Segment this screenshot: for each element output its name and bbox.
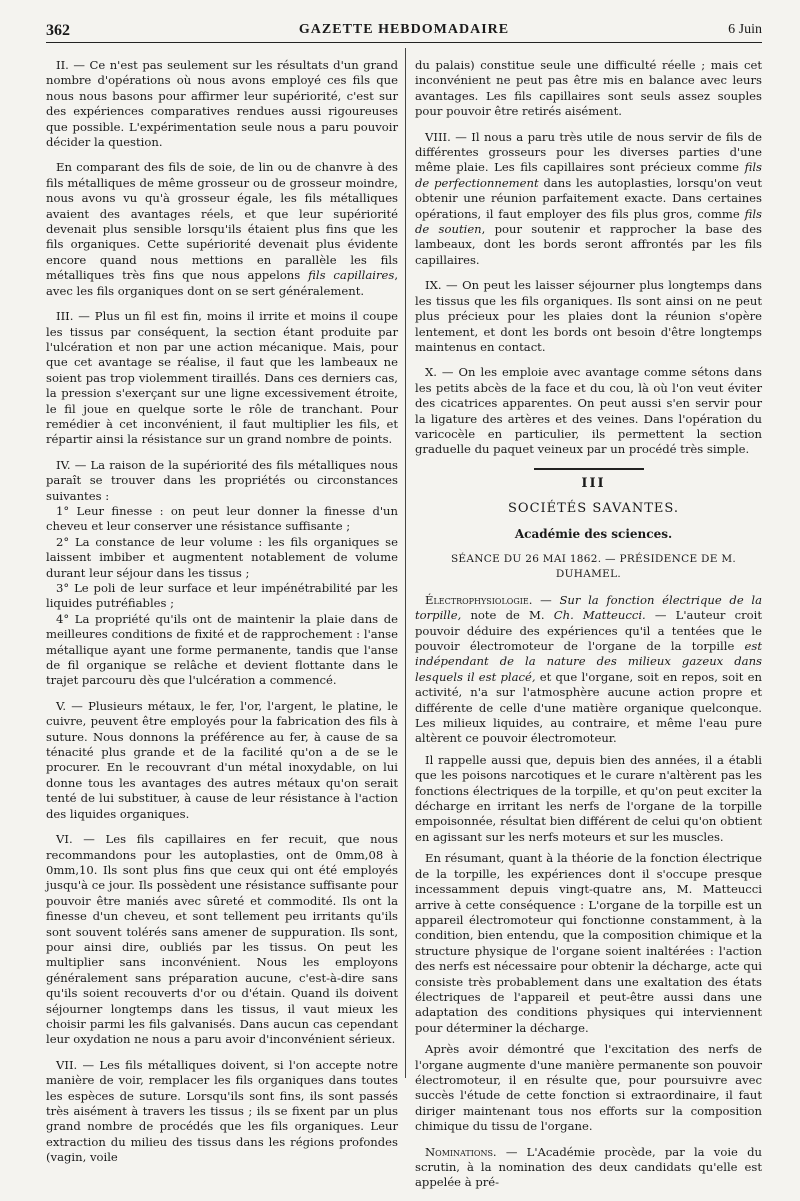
section-title: SOCIÉTÉS SAVANTES. — [508, 501, 679, 517]
paragraph-recall: Il rappelle aussi que, depuis bien des années, il a établi que les poisons narcotiques et le curare n'altèrent pas les fonctions électriques de la torpille, et qu'on peut exciter la décharge en irritant les nerfs de l'organe de la torpille empoisonnée, résultat bien différent de celui qu'on obtient en agissant sur les nerfs moteurs et sur les muscles. — [415, 752, 762, 844]
italic-term: fils de soutien — [415, 206, 762, 237]
italic-phrase: est indépendant de la nature des milieux gazeux dans lesquels il est placé, — [415, 639, 762, 684]
text-span: VIII. — Il nous a paru très utile de nous servir de fils de différentes grosseurs pour les diverses parties d'une même plaie. Les fils capillaires sont précieux comme — [415, 129, 762, 175]
rubric: Électrophysiologie. — [425, 592, 533, 607]
paragraph-summary: En résumant, quant à la théorie de la fonction électrique de la torpille, les expériences dont il s'occupe presque incessamment depuis vingt-quatre ans, M. Matteucci arrive à cette conséquence : L'organe de la torpille est un appareil électromoteur qui fonctionne constamment, à la condition, bien entendu, que la composition chimique et la structure physique de l'organe soient inaltérées : l'action des nerfs est nécessaire pour obtenir la décharge, acte qui consiste très probablement dans une exaltation des états électriques de l'appareil et peut-être aussi dans une adaptation des conditions physiques qui interviennent pour déterminer la décharge. — [415, 851, 762, 1035]
italic-term: fils capillaires — [308, 268, 395, 283]
page-number: 362 — [46, 22, 70, 39]
text-span: , pour soutenir et rapprocher la base des lambeaux, dont les bords seront affrontés par les fils capillaires. — [415, 222, 762, 267]
text-span: — L'auteur croit pouvoir déduire des expériences qu'il a tentées que le pouvoir électromoteur de l'organe de la torpille — [415, 608, 763, 653]
paragraph-electrophysiology: Électrophysiologie. — Sur la fonction électrique de la torpille, note de M. Ch. Matteucci. — L'auteur croit pouvoir déduire des expériences qu'il a tentées que le pouvoir électromoteur de l'organe de la torpille est indépendant de la nature des milieux gazeux dans lesquels il est placé, et que l'organe, soit en repos, soit en activité, n'a sur l'atmosphère aucune action propre et différente de celle d'une matière organique quelconque. Les milieux liquides, au contraire, et même l'eau pure altèrent ce pouvoir électromoteur. — [415, 592, 763, 746]
paragraph-vii-cont: du palais) constitue seule une difficulté réelle ; mais cet inconvénient ne peut pas être mis en balance avec leurs avantages. Les fils capillaires sont seuls assez souples pour pouvoir être retirés aisément. — [415, 58, 762, 119]
right-column — [415, 58, 762, 1201]
paragraph-ii: II. — Ce n'est pas seulement sur les résultats d'un grand nombre d'opérations où nous avons employé ces fils que nous nous basons pour affirmer leur supériorité, c'est sur des expériences comparatives rendues aussi rigoureuses que possible. L'expérimentation seule nous a paru pouvoir décider la question. — [46, 58, 398, 150]
list-item-4: 4° La propriété qu'ils ont de maintenir la plaie dans de meilleures conditions de fixité et de rapprochement : l'anse métallique ayant une forme permanente, tandis que l'anse de fil organique se relâche et devient flottante dans le trajet parcouru dès que l'ulcération a commencé. — [46, 611, 398, 688]
text-span: , avec les fils organiques dont on se sert généralement. — [46, 268, 399, 298]
paragraph-ii-cont — [46, 160, 398, 299]
paragraph-nominations — [415, 1145, 762, 1191]
issue-date: 6 Juin — [728, 22, 762, 37]
italic-term: fils de perfectionnement — [415, 160, 762, 190]
paragraph-viii — [415, 130, 762, 269]
session-line: SÉANCE DU 26 MAI 1862. — PRÉSIDENCE DE M. DUHAMEL. — [450, 552, 737, 581]
paragraph-iv: IV. — La raison de la supériorité des fils métalliques nous paraît se trouver dans les propriétés ou circonstances suivantes : — [46, 457, 398, 503]
italic-title: Sur la fonction électrique de la torpille, — [415, 592, 762, 623]
section-subtitle: Académie des sciences. — [514, 526, 673, 541]
rubric: Nominations. — [425, 1144, 497, 1159]
page-header — [46, 18, 762, 40]
list-item-2: 2° La constance de leur volume : les fils organiques se laissent imbiber et augmentent notablement de volume durant leur séjour dans les tissus ; — [46, 534, 398, 580]
text-span: En comparant des fils de soie, de lin ou de chanvre à des fils métalliques de même grosseur ou de grosseur moindre, nous avons vu qu'à grosseur égale, les fils métalliques avaient des avantages réels, et que leur supériorité devenait plus sensible lorsqu'ils étaient plus fins que les fils organiques. Cette supériorité devenait plus évidente encore quand nous mettions en parallèle les fils métalliques très fins que nous appelons — [46, 160, 398, 283]
column-rule — [405, 48, 406, 1078]
text-span: — L'Académie procède, par la voie du scrutin, à la nomination des deux candidats qu'elle est appelée à pré- — [415, 1144, 762, 1190]
left-column — [46, 58, 398, 1176]
paragraph-ix: IX. — On peut les laisser séjourner plus longtemps dans les tissus que les fils organiques. Ils sont ainsi on ne peut plus précieux pour les plaies dont la réunion s'opère lentement, et dont les bords ont besoin d'être longtemps maintenus en contact. — [415, 278, 762, 354]
list-item-1: 1° Leur finesse : on peut leur donner la finesse d'un cheveu et leur conserver une résistance suffisante ; — [46, 503, 398, 534]
journal-title: GAZETTE HEBDOMADAIRE — [298, 22, 510, 37]
list-item-3: 3° Le poli de leur surface et leur impénétrabilité par les liquides putréfiables ; — [46, 581, 398, 611]
author-name: Ch. Matteucci. — [553, 608, 646, 623]
paragraph-iii: III. — Plus un fil est fin, moins il irrite et moins il coupe les tissus par conséquent, la section étant produite par l'ulcération et non par une action mécanique. Mais, pour que cet avantage se réalise, il faut que les lambeaux ne soient pas trop violemment tiraillés. Dans ces derniers cas, la pression s'exerçant sur une ligne excessivement étroite, le fil joue en quelque sorte le rôle de tranchant. Pour remédier à cet inconvénient, il faut multiplier les fils, et répartir ainsi la résistance sur un grand nombre de points. — [46, 309, 398, 447]
section-number: III — [581, 475, 606, 491]
text-span: et que l'organe, soit en repos, soit en activité, n'a sur l'atmosphère aucune action propre et différente de celle d'une matière organique quelconque. Les milieux liquides, au contraire, et même l'eau pure altèrent ce pouvoir électromoteur. — [415, 669, 762, 746]
paragraph-x: X. — On les emploie avec avantage comme sétons dans les petits abcès de la face et du cou, là où l'on veut éviter des cicatrices apparentes. On peut aussi s'en servir pour la ligature des artères et des veines. Dans l'opération du varicocèle en particulier, ils permettent la section graduelle du paquet veineux par un procédé très simple. — [415, 365, 762, 457]
paragraph-vi: VI. — Les fils capillaires en fer recuit, que nous recommandons pour les autoplasties, ont de 0mm,08 à 0mm,10. Ils sont plus fins que ceux qui ont été employés jusqu'à ce jour. Ils possèdent une résistance suffisante pour pouvoir être maniés avec sûreté et commodité. Ils ont la finesse d'un cheveu, et sont tellement peu irritants qu'ils sont souvent tolérés sans amener de suppuration. Ils sont, pour ainsi dire, oubliés par les tissus. On peut les multiplier sans inconvénient. Nous les employons généralement sans préparation aucune, c'est-à-dire sans qu'ils soient recouverts d'or ou d'étain. Quand ils doivent séjourner longtemps dans les tissus, il vaut mieux les choisir parmi les fils galvanisés. Dans aucun cas cependant leur oxydation ne nous a paru avoir d'inconvénient sérieux. — [46, 832, 398, 1047]
text-span: dans les autoplasties, lorsqu'on veut obtenir une réunion parfaitement exacte. Dans certaines opérations, il faut employer des fils plus gros, comme — [415, 175, 763, 221]
section-rule — [534, 468, 644, 470]
paragraph-vii: VII. — Les fils métalliques doivent, si l'on accepte notre manière de voir, remplacer les fils organiques dans toutes les espèces de suture. Lorsqu'ils sont fins, ils sont passés très aisément à travers les tissus ; ils se fixent par un plus grand nombre de procédés que les fils organiques. Leur extraction du milieu des tissus dans les régions profondes (vagin, voile — [46, 1057, 398, 1165]
paragraph-v: V. — Plusieurs métaux, le fer, l'or, l'argent, le platine, le cuivre, peuvent être employés pour la fabrication des fils à suture. Nous donnons la préférence au fer, à cause de sa ténacité plus grande et de la facilité qu'on a de se le procurer. En le recouvrant d'un métal inoxydable, on lui donne tous les avantages des autres métaux qu'on serait tenté de lui substituer, à cause de leur résistance à l'action des liquides organiques. — [46, 698, 398, 821]
header-rule — [46, 42, 762, 43]
text-span: note de M. — [461, 608, 545, 623]
paragraph-conclusion: Après avoir démontré que l'excitation des nerfs de l'organe augmente d'une manière permanente son pouvoir électromoteur, il en résulte que, pour poursuivre avec succès l'étude de cette fonction si extraordinaire, il faut diriger maintenant tous nos efforts sur la composition chimique du tissu de l'organe. — [415, 1042, 762, 1134]
